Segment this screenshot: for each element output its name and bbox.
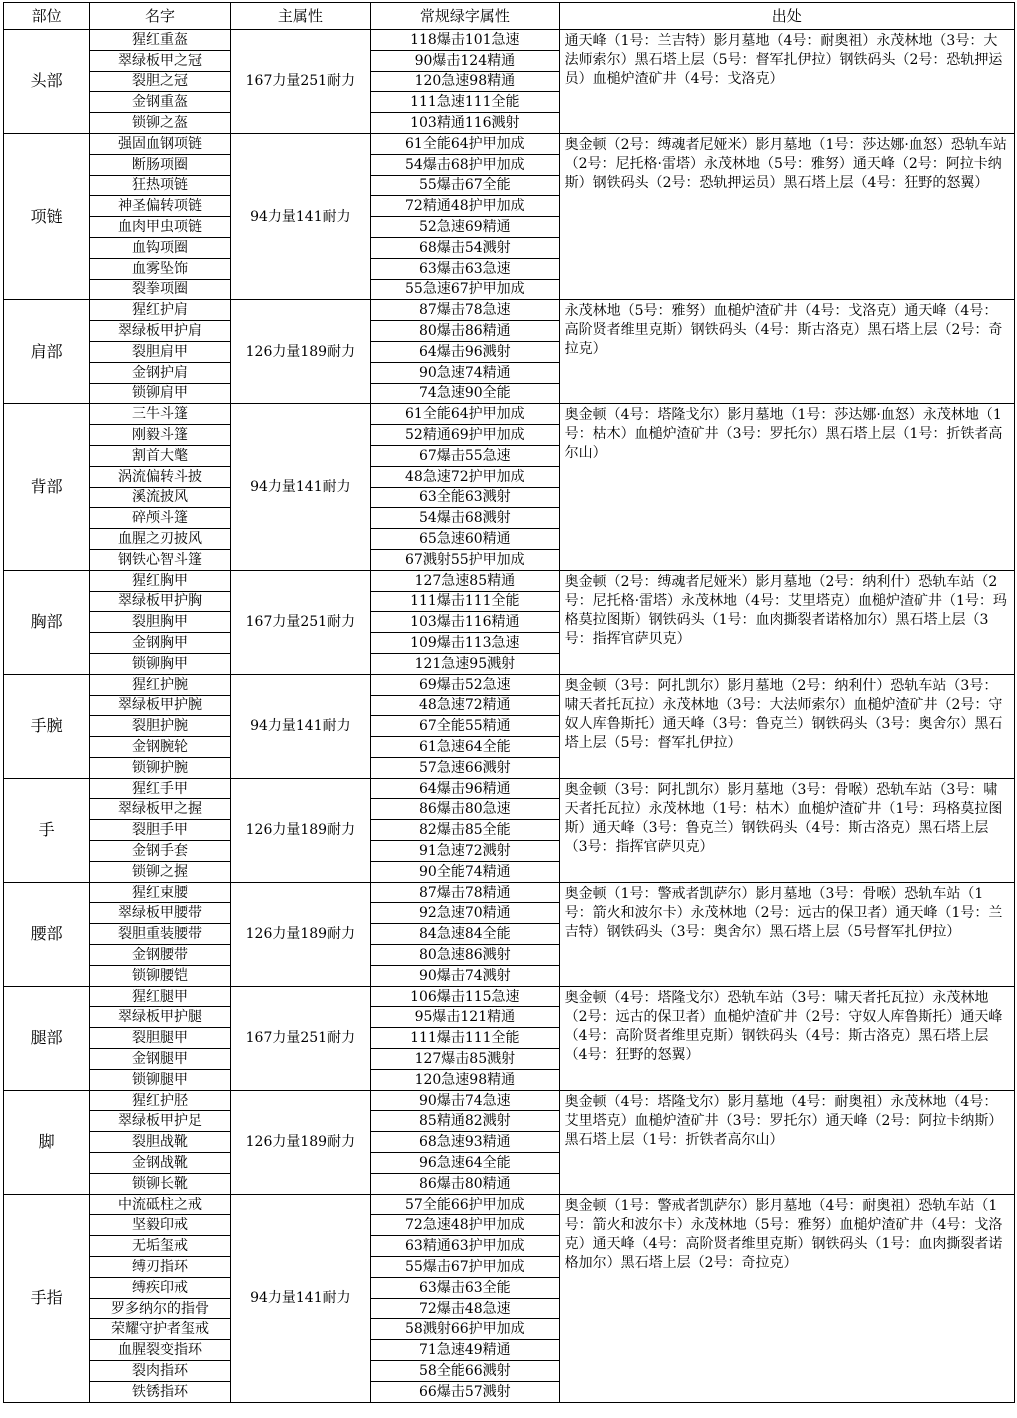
item-name-cell: 翠绿板甲护肩 bbox=[90, 321, 230, 342]
item-name-cell: 猩红重盔 bbox=[90, 30, 230, 51]
table-row bbox=[4, 882, 1015, 903]
item-name-cell: 血钩项圈 bbox=[90, 237, 230, 258]
green-stat-cell: 90爆击124精通 bbox=[371, 50, 560, 71]
item-name-cell: 翠绿板甲之握 bbox=[90, 799, 230, 820]
green-stat-cell: 92急速70精通 bbox=[371, 903, 560, 924]
green-stat-cell: 103爆击116精通 bbox=[371, 612, 560, 633]
green-stat-cell: 96急速64全能 bbox=[371, 1153, 560, 1174]
item-name-cell: 翠绿板甲护腕 bbox=[90, 695, 230, 716]
green-stat-cell: 52精通69护甲加成 bbox=[371, 425, 560, 446]
item-name-cell: 金钢腕轮 bbox=[90, 737, 230, 758]
item-name-cell: 锁铆之盔 bbox=[90, 113, 230, 134]
green-stat-cell: 118爆击101急速 bbox=[371, 30, 560, 51]
item-name-cell: 猩红手甲 bbox=[90, 778, 230, 799]
table-body bbox=[4, 30, 1015, 1403]
item-name-cell: 碎颅斗篷 bbox=[90, 508, 230, 529]
header-source: 出处 bbox=[559, 3, 1014, 30]
item-name-cell: 猩红护腕 bbox=[90, 674, 230, 695]
item-name-cell: 裂胆战靴 bbox=[90, 1132, 230, 1153]
item-name-cell: 血雾坠饰 bbox=[90, 258, 230, 279]
item-name-cell: 锁铆长靴 bbox=[90, 1173, 230, 1194]
source-cell: 奥金顿（2号：缚魂者尼娅米）影月墓地（2号：纳利什）恐轨车站（2号：尼托格·雷塔）永茂林地（4号：艾里塔克）血槌炉渣矿井（1号：玛格莫拉图斯）钢铁码头（1号：血肉撕裂者诺格加尔）黑石塔上层（3号：指挥官萨贝克） bbox=[559, 570, 1014, 674]
part-cell: 腰部 bbox=[4, 882, 90, 986]
green-stat-cell: 64爆击96溅射 bbox=[371, 341, 560, 362]
part-cell: 手指 bbox=[4, 1194, 90, 1402]
main-stat-cell: 126力量189耐力 bbox=[230, 882, 370, 986]
item-name-cell: 锁铆肩甲 bbox=[90, 383, 230, 404]
item-name-cell: 三牛斗篷 bbox=[90, 404, 230, 425]
item-name-cell: 狂热项链 bbox=[90, 175, 230, 196]
item-name-cell: 血腥裂变指环 bbox=[90, 1340, 230, 1361]
item-name-cell: 无垢玺戒 bbox=[90, 1236, 230, 1257]
green-stat-cell: 54爆击68护甲加成 bbox=[371, 154, 560, 175]
green-stat-cell: 55爆击67全能 bbox=[371, 175, 560, 196]
green-stat-cell: 48急速72精通 bbox=[371, 695, 560, 716]
green-stat-cell: 120急速98精通 bbox=[371, 1069, 560, 1090]
item-name-cell: 翠绿板甲腰带 bbox=[90, 903, 230, 924]
green-stat-cell: 54爆击68溅射 bbox=[371, 508, 560, 529]
source-cell: 奥金顿（4号：塔隆戈尔）影月墓地（1号：莎达娜·血怒）永茂林地（1号：枯木）血槌炉渣矿井（3号：罗托尔）黑石塔上层（1号：折铁者高尔山） bbox=[559, 404, 1014, 570]
item-name-cell: 裂胆护腕 bbox=[90, 716, 230, 737]
item-name-cell: 翠绿板甲护足 bbox=[90, 1111, 230, 1132]
part-cell: 项链 bbox=[4, 133, 90, 299]
part-cell: 腿部 bbox=[4, 986, 90, 1090]
green-stat-cell: 48急速72护甲加成 bbox=[371, 466, 560, 487]
green-stat-cell: 91急速72溅射 bbox=[371, 841, 560, 862]
main-stat-cell: 126力量189耐力 bbox=[230, 778, 370, 882]
item-name-cell: 裂肉指环 bbox=[90, 1361, 230, 1382]
part-cell: 头部 bbox=[4, 30, 90, 134]
item-name-cell: 坚毅印戒 bbox=[90, 1215, 230, 1236]
green-stat-cell: 57急速66溅射 bbox=[371, 757, 560, 778]
item-name-cell: 金钢战靴 bbox=[90, 1153, 230, 1174]
green-stat-cell: 52急速69精通 bbox=[371, 217, 560, 238]
green-stat-cell: 127急速85精通 bbox=[371, 570, 560, 591]
item-name-cell: 锁铆胸甲 bbox=[90, 653, 230, 674]
green-stat-cell: 63爆击63急速 bbox=[371, 258, 560, 279]
table-row bbox=[4, 30, 1015, 51]
part-cell: 手腕 bbox=[4, 674, 90, 778]
part-cell: 胸部 bbox=[4, 570, 90, 674]
item-name-cell: 金钢胸甲 bbox=[90, 633, 230, 654]
source-cell: 奥金顿（1号：警戒者凯萨尔）影月墓地（3号：骨喉）恐轨车站（1号：箭火和波尔卡）永茂林地（2号：远古的保卫者）通天峰（1号：兰吉特）钢铁码头（3号：奥舍尔）黑石塔上层（5号督军扎伊拉） bbox=[559, 882, 1014, 986]
table-row bbox=[4, 570, 1015, 591]
green-stat-cell: 66爆击57溅射 bbox=[371, 1381, 560, 1402]
table-row bbox=[4, 133, 1015, 154]
header-main-stat: 主属性 bbox=[230, 3, 370, 30]
main-stat-cell: 94力量141耐力 bbox=[230, 674, 370, 778]
main-stat-cell: 94力量141耐力 bbox=[230, 404, 370, 570]
item-name-cell: 神圣偏转项链 bbox=[90, 196, 230, 217]
green-stat-cell: 63爆击63全能 bbox=[371, 1277, 560, 1298]
green-stat-cell: 68爆击54溅射 bbox=[371, 237, 560, 258]
green-stat-cell: 67爆击55急速 bbox=[371, 445, 560, 466]
item-name-cell: 溪流披风 bbox=[90, 487, 230, 508]
header-name: 名字 bbox=[90, 3, 230, 30]
green-stat-cell: 72爆击48急速 bbox=[371, 1298, 560, 1319]
item-name-cell: 强固血钢项链 bbox=[90, 133, 230, 154]
item-name-cell: 猩红腿甲 bbox=[90, 986, 230, 1007]
green-stat-cell: 121急速95溅射 bbox=[371, 653, 560, 674]
item-name-cell: 涡流偏转斗披 bbox=[90, 466, 230, 487]
source-cell: 奥金顿（4号：塔隆戈尔）影月墓地（4号：耐奥祖）永茂林地（4号：艾里塔克）血槌炉渣矿井（3号：罗托尔）通天峰（2号：阿拉卡纳斯）黑石塔上层（1号：折铁者高尔山） bbox=[559, 1090, 1014, 1194]
item-name-cell: 金钢手套 bbox=[90, 841, 230, 862]
green-stat-cell: 111爆击111全能 bbox=[371, 1028, 560, 1049]
table-row bbox=[4, 1090, 1015, 1111]
source-cell: 奥金顿（1号：警戒者凯萨尔）影月墓地（4号：耐奥祖）恐轨车站（1号：箭火和波尔卡）永茂林地（5号：雅努）血槌炉渣矿井（4号：戈洛克）通天峰（4号：高阶贤者维里克斯）钢铁码头（1号：血肉撕裂者诺格加尔）黑石塔上层（2号：奇拉克） bbox=[559, 1194, 1014, 1402]
header-row bbox=[4, 3, 1015, 30]
main-stat-cell: 167力量251耐力 bbox=[230, 30, 370, 134]
item-name-cell: 缚刃指环 bbox=[90, 1257, 230, 1278]
green-stat-cell: 67全能55精通 bbox=[371, 716, 560, 737]
green-stat-cell: 86爆击80急速 bbox=[371, 799, 560, 820]
green-stat-cell: 58全能66溅射 bbox=[371, 1361, 560, 1382]
item-name-cell: 铁锈指环 bbox=[90, 1381, 230, 1402]
item-name-cell: 锁铆腰铠 bbox=[90, 965, 230, 986]
item-name-cell: 裂胆之冠 bbox=[90, 71, 230, 92]
item-name-cell: 金钢腰带 bbox=[90, 945, 230, 966]
item-name-cell: 金钢重盔 bbox=[90, 92, 230, 113]
source-cell: 奥金顿（3号：阿扎凯尔）影月墓地（3号：骨喉）恐轨车站（3号：啸天者托瓦拉）永茂林地（1号：枯木）血槌炉渣矿井（1号：玛格莫拉图斯）通天峰（3号：鲁克兰）钢铁码头（4号：斯古洛克）黑石塔上层（3号：指挥官萨贝克） bbox=[559, 778, 1014, 882]
item-name-cell: 猩红胸甲 bbox=[90, 570, 230, 591]
table-row bbox=[4, 404, 1015, 425]
green-stat-cell: 58溅射66护甲加成 bbox=[371, 1319, 560, 1340]
item-name-cell: 猩红护肩 bbox=[90, 300, 230, 321]
main-stat-cell: 126力量189耐力 bbox=[230, 1090, 370, 1194]
item-name-cell: 中流砥柱之戒 bbox=[90, 1194, 230, 1215]
green-stat-cell: 109爆击113急速 bbox=[371, 633, 560, 654]
item-name-cell: 锁铆护腕 bbox=[90, 757, 230, 778]
main-stat-cell: 167力量251耐力 bbox=[230, 570, 370, 674]
item-name-cell: 翠绿板甲护腿 bbox=[90, 1007, 230, 1028]
green-stat-cell: 86爆击80精通 bbox=[371, 1173, 560, 1194]
part-cell: 背部 bbox=[4, 404, 90, 570]
green-stat-cell: 80爆击86精通 bbox=[371, 321, 560, 342]
item-name-cell: 裂胆手甲 bbox=[90, 820, 230, 841]
green-stat-cell: 120急速98精通 bbox=[371, 71, 560, 92]
table-row bbox=[4, 986, 1015, 1007]
table-row bbox=[4, 674, 1015, 695]
green-stat-cell: 71急速49精通 bbox=[371, 1340, 560, 1361]
part-cell: 肩部 bbox=[4, 300, 90, 404]
item-name-cell: 锁铆之握 bbox=[90, 861, 230, 882]
main-stat-cell: 167力量251耐力 bbox=[230, 986, 370, 1090]
green-stat-cell: 90爆击74急速 bbox=[371, 1090, 560, 1111]
green-stat-cell: 106爆击115急速 bbox=[371, 986, 560, 1007]
item-name-cell: 裂胆重装腰带 bbox=[90, 924, 230, 945]
item-name-cell: 翠绿板甲护胸 bbox=[90, 591, 230, 612]
item-name-cell: 猩红护胫 bbox=[90, 1090, 230, 1111]
item-name-cell: 裂胆胸甲 bbox=[90, 612, 230, 633]
green-stat-cell: 64爆击96精通 bbox=[371, 778, 560, 799]
item-name-cell: 锁铆腿甲 bbox=[90, 1069, 230, 1090]
green-stat-cell: 63全能63溅射 bbox=[371, 487, 560, 508]
equipment-table bbox=[3, 2, 1015, 1403]
green-stat-cell: 90爆击74溅射 bbox=[371, 965, 560, 986]
green-stat-cell: 82爆击85全能 bbox=[371, 820, 560, 841]
green-stat-cell: 63精通63护甲加成 bbox=[371, 1236, 560, 1257]
green-stat-cell: 67溅射55护甲加成 bbox=[371, 549, 560, 570]
green-stat-cell: 68急速93精通 bbox=[371, 1132, 560, 1153]
item-name-cell: 翠绿板甲之冠 bbox=[90, 50, 230, 71]
green-stat-cell: 61全能64护甲加成 bbox=[371, 404, 560, 425]
green-stat-cell: 72急速48护甲加成 bbox=[371, 1215, 560, 1236]
green-stat-cell: 87爆击78急速 bbox=[371, 300, 560, 321]
header-part: 部位 bbox=[4, 3, 90, 30]
item-name-cell: 裂胆腿甲 bbox=[90, 1028, 230, 1049]
item-name-cell: 钢铁心智斗篷 bbox=[90, 549, 230, 570]
green-stat-cell: 61全能64护甲加成 bbox=[371, 133, 560, 154]
green-stat-cell: 111急速111全能 bbox=[371, 92, 560, 113]
header-green-stat: 常规绿字属性 bbox=[371, 3, 560, 30]
green-stat-cell: 95爆击121精通 bbox=[371, 1007, 560, 1028]
green-stat-cell: 55爆击67护甲加成 bbox=[371, 1257, 560, 1278]
green-stat-cell: 55急速67护甲加成 bbox=[371, 279, 560, 300]
table-row bbox=[4, 300, 1015, 321]
part-cell: 脚 bbox=[4, 1090, 90, 1194]
source-cell: 奥金顿（2号：缚魂者尼娅米）影月墓地（1号：莎达娜·血怒）恐轨车站（2号：尼托格·雷塔）永茂林地（5号：雅努）通天峰（2号：阿拉卡纳斯）钢铁码头（2号：恐轨押运员）黑石塔上层（4号：狂野的怒翼） bbox=[559, 133, 1014, 299]
item-name-cell: 金钢腿甲 bbox=[90, 1049, 230, 1070]
item-name-cell: 金钢护肩 bbox=[90, 362, 230, 383]
item-name-cell: 罗多纳尔的指骨 bbox=[90, 1298, 230, 1319]
item-name-cell: 裂拳项圈 bbox=[90, 279, 230, 300]
item-name-cell: 血腥之刃披风 bbox=[90, 529, 230, 550]
item-name-cell: 荣耀守护者玺戒 bbox=[90, 1319, 230, 1340]
source-cell: 永茂林地（5号：雅努）血槌炉渣矿井（4号：戈洛克）通天峰（4号：高阶贤者维里克斯）钢铁码头（4号：斯古洛克）黑石塔上层（2号：奇拉克） bbox=[559, 300, 1014, 404]
green-stat-cell: 85精通82溅射 bbox=[371, 1111, 560, 1132]
green-stat-cell: 103精通116溅射 bbox=[371, 113, 560, 134]
source-cell: 奥金顿（3号：阿扎凯尔）影月墓地（2号：纳利什）恐轨车站（3号：啸天者托瓦拉）永茂林地（3号：大法师索尔）血槌炉渣矿井（2号：守奴人库鲁斯托）通天峰（3号：鲁克兰）钢铁码头（3号：奥舍尔）黑石塔上层（5号：督军扎伊拉） bbox=[559, 674, 1014, 778]
source-cell: 奥金顿（4号：塔隆戈尔）恐轨车站（3号：啸天者托瓦拉）永茂林地（2号：远古的保卫者）血槌炉渣矿井（2号：守奴人库鲁斯托）通天峰（4号：高阶贤者维里克斯）钢铁码头（4号：斯古洛克）黑石塔上层（4号：狂野的怒翼） bbox=[559, 986, 1014, 1090]
green-stat-cell: 111爆击111全能 bbox=[371, 591, 560, 612]
green-stat-cell: 80急速86溅射 bbox=[371, 945, 560, 966]
item-name-cell: 血肉甲虫项链 bbox=[90, 217, 230, 238]
item-name-cell: 猩红束腰 bbox=[90, 882, 230, 903]
green-stat-cell: 90全能74精通 bbox=[371, 861, 560, 882]
main-stat-cell: 94力量141耐力 bbox=[230, 133, 370, 299]
green-stat-cell: 61急速64全能 bbox=[371, 737, 560, 758]
item-name-cell: 刚毅斗篷 bbox=[90, 425, 230, 446]
green-stat-cell: 87爆击78精通 bbox=[371, 882, 560, 903]
main-stat-cell: 126力量189耐力 bbox=[230, 300, 370, 404]
item-name-cell: 裂胆肩甲 bbox=[90, 341, 230, 362]
main-stat-cell: 94力量141耐力 bbox=[230, 1194, 370, 1402]
table-row bbox=[4, 1194, 1015, 1215]
green-stat-cell: 72精通48护甲加成 bbox=[371, 196, 560, 217]
part-cell: 手 bbox=[4, 778, 90, 882]
item-name-cell: 断肠项圈 bbox=[90, 154, 230, 175]
green-stat-cell: 84急速84全能 bbox=[371, 924, 560, 945]
item-name-cell: 缚疾印戒 bbox=[90, 1277, 230, 1298]
source-cell: 通天峰（1号：兰吉特）影月墓地（4号：耐奥祖）永茂林地（3号：大法师索尔）黑石塔上层（5号：督军扎伊拉）钢铁码头（2号：恐轨押运员）血槌炉渣矿井（4号：戈洛克） bbox=[559, 30, 1014, 134]
table-row bbox=[4, 778, 1015, 799]
item-name-cell: 割首大氅 bbox=[90, 445, 230, 466]
green-stat-cell: 74急速90全能 bbox=[371, 383, 560, 404]
green-stat-cell: 90急速74精通 bbox=[371, 362, 560, 383]
green-stat-cell: 65急速60精通 bbox=[371, 529, 560, 550]
green-stat-cell: 57全能66护甲加成 bbox=[371, 1194, 560, 1215]
green-stat-cell: 127爆击85溅射 bbox=[371, 1049, 560, 1070]
green-stat-cell: 69爆击52急速 bbox=[371, 674, 560, 695]
